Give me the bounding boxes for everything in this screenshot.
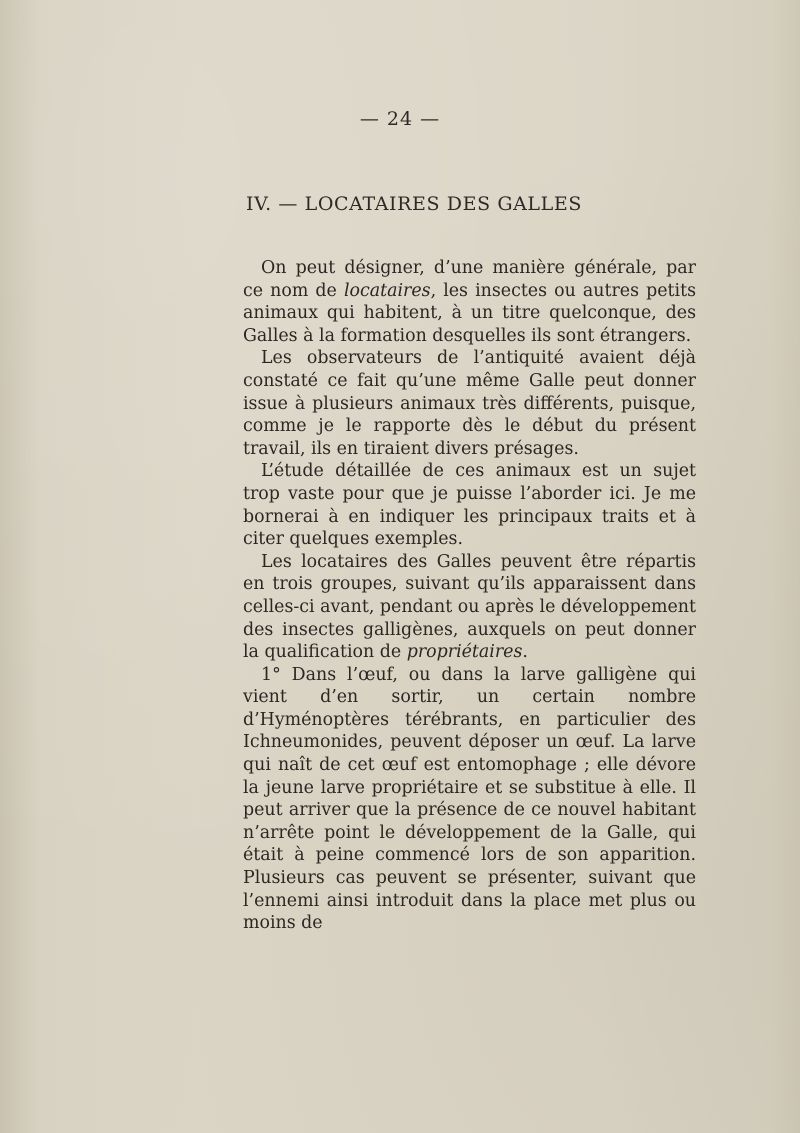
italic-term: propriétaires [406,642,523,663]
body-text [243,257,696,935]
section-heading: IV. — LOCATAIRES DES GALLES [246,193,582,215]
paragraph-text: . [522,642,528,663]
paragraph-text: Les locataires des Galles peuvent être répartis en trois groupes, suivant qu’ils apparaissent dans celles-ci avant, pendant ou après le développement des insectes galligènes, auxquels on peut donner la qualification de [243,551,696,663]
paragraph-text: On peut désigner, d’une manière générale, par ce nom de [243,258,696,301]
paragraph: 1° Dans l’œuf, ou dans la larve galligène qui vient d’en sortir, un certain nombre d’Hyménoptères térébrants, en particulier des Ichneumonides, peuvent déposer un œuf. La larve qui naît de cet œuf est entomophage ; elle dévore la jeune larve propriétaire et se substitue à elle. Il peut arriver que la présence de ce nouvel habitant n’arrête point le développement de la Galle, qui était à peine commencé lors de son apparition. Plusieurs cas peuvent se présenter, suivant que l’ennemi ainsi introduit dans la place met plus ou moins de [243,664,696,934]
paragraph [243,257,696,347]
paragraph: L’étude détaillée de ces animaux est un sujet trop vaste pour que je puisse l’aborder ici. Je me bornerai à en indiquer les principaux traits et à citer quelques exemples. [243,461,696,550]
paragraph: Les observateurs de l’antiquité avaient déjà constaté ce fait qu’une même Galle peut donner issue à plusieurs animaux très différents, puisque, comme je le rapporte dès le début du présent travail, ils en tiraient divers présages. [243,348,696,459]
italic-term: locataires [343,280,431,301]
paragraph-text: , les insectes ou autres petits animaux qui habitent, à un titre quelconque, des Galles à la formation desquelles ils sont étrangers. [243,280,697,346]
paragraph [243,551,696,664]
page-number: — 24 — [359,108,441,130]
